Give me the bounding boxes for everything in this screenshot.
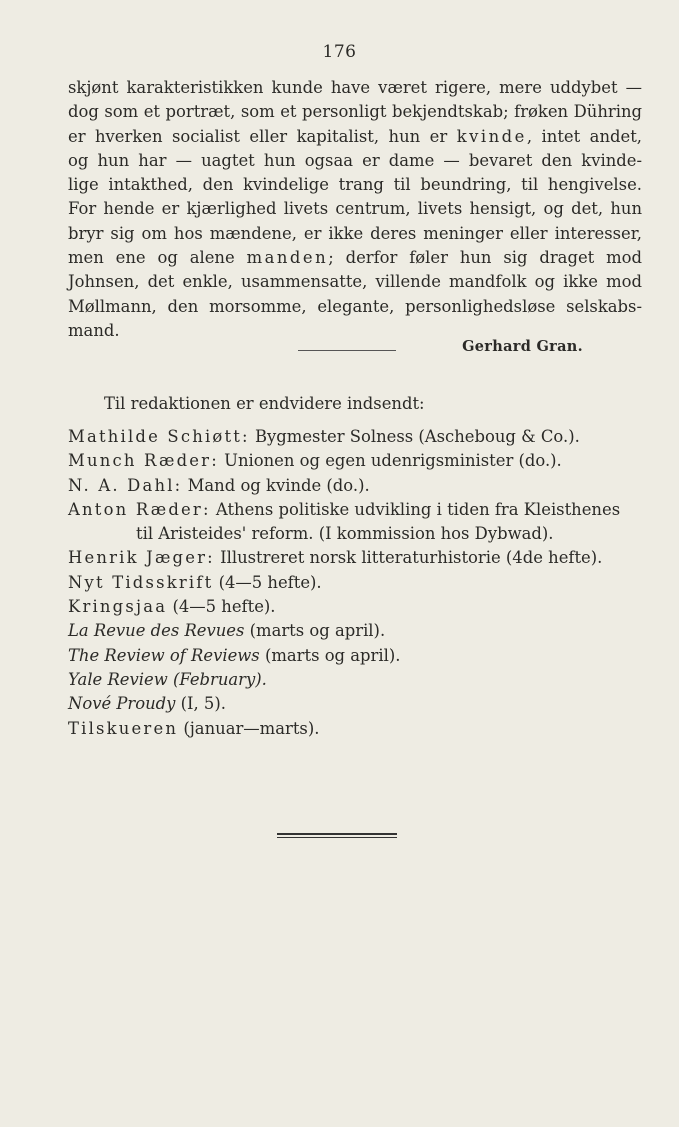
signature: Gerhard Gran. [462, 338, 583, 355]
list-item: Mathilde Schiøtt: Bygmester Solness (Ascheboug & Co.). [68, 427, 580, 446]
text-line: bryr sig om hos mændene, er ikke deres meninger eller interesser, [68, 223, 642, 243]
list-item-continuation: til Aristeides' reform. (I kommission hos Dybwad). [136, 524, 554, 544]
end-rule [277, 833, 397, 838]
text-line: og hun har — uagtet hun ogsaa er dame — bevaret den kvinde- [68, 150, 642, 170]
text-line: lige intakthed, den kvindelige trang til beundring, til hengivelse. [68, 175, 642, 195]
emphasis: kvinde [456, 126, 527, 146]
list-item: The Review of Reviews (marts og april). [68, 645, 401, 665]
list-item: Nové Proudy (I, 5). [68, 694, 226, 714]
review-paragraph [68, 76, 642, 343]
divider [298, 350, 396, 351]
list-item: La Revue des Revues (marts og april). [68, 621, 386, 641]
submissions-list [68, 425, 648, 741]
list-item: Nyt Tidsskrift (4—5 hefte). [68, 572, 322, 592]
list-item: Anton Ræder: Athens politiske udvikling i tiden fra Kleisthenes [68, 499, 621, 519]
text-line: men ene og alene manden; derfor føler hun sig draget mod [68, 248, 643, 268]
list-item: Tilskueren (januar—marts). [68, 718, 320, 738]
page-number: 176 [322, 42, 357, 62]
text-line: mand. [68, 320, 120, 340]
text-line: skjønt karakteristikken kunde have været rigere, mere uddybet — [68, 78, 642, 97]
text-line: dog som et portræt, som et personligt bekjendtskab; frøken Dühring [68, 102, 642, 122]
list-item: Henrik Jæger: Illustreret norsk litteraturhistorie (4de hefte). [68, 548, 603, 568]
text-line: Johnsen, det enkle, usammensatte, villende mandfolk og ikke mod [68, 272, 642, 292]
emphasis: manden [246, 248, 329, 268]
text-line: Møllmann, den morsomme, elegante, personlighedsløse selskabs- [68, 296, 642, 316]
list-item: Yale Review (February). [68, 669, 267, 689]
list-item: N. A. Dahl: Mand og kvinde (do.). [68, 475, 370, 495]
text-line: For hende er kjærlighed livets centrum, livets hensigt, og det, hun [68, 199, 642, 219]
list-item: Kringsjaa (4—5 hefte). [68, 597, 276, 617]
submissions-heading: Til redaktionen er endvidere indsendt: [104, 394, 425, 413]
text-line: er hverken socialist eller kapitalist, hun er kvinde, intet andet, [68, 126, 642, 146]
list-item: Munch Ræder: Unionen og egen udenrigsminister (do.). [68, 451, 562, 471]
